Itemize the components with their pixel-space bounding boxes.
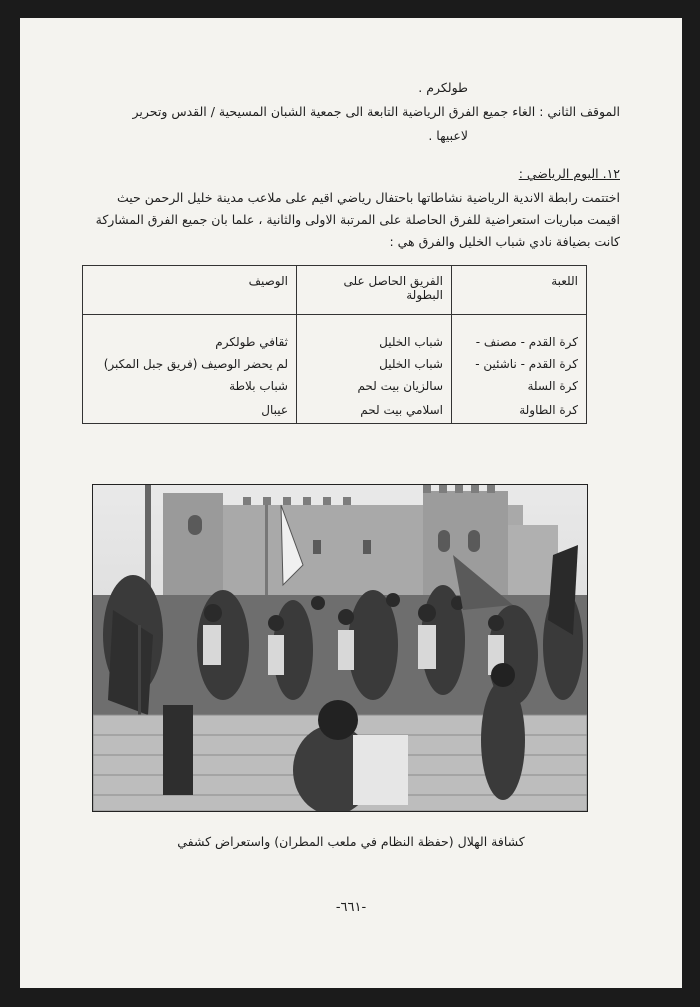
parade-photo — [92, 484, 588, 812]
section-heading-sports-day: ١٢. اليوم الرياضي : — [518, 166, 620, 181]
cell-champion: شباب الخليل — [297, 353, 452, 375]
cell-runner-up: شباب بلاطة — [83, 375, 297, 397]
text-line-second-position: الموقف الثاني : الغاء جميع الفرق الرياضية التابعة الى جمعية الشبان المسيحية / القدس وتحرير — [132, 104, 620, 119]
table-header-row — [83, 266, 587, 315]
header-game: اللعبة — [452, 266, 587, 315]
page-number: -٦٦١- — [335, 900, 367, 915]
cell-runner-up: عيبال — [83, 397, 297, 424]
document-page — [20, 18, 682, 988]
text-line-its-players: لاعبيها . — [428, 128, 468, 143]
cell-champion: سالزيان بيت لحم — [297, 375, 452, 397]
table-row — [83, 331, 587, 353]
text-line-para3-3: كانت بضيافة نادي شباب الخليل والفرق هي : — [389, 234, 620, 249]
cell-game: كرة الطاولة — [452, 397, 587, 424]
table-row — [83, 397, 587, 424]
text-line-para3-1: اختتمت رابطة الاندية الرياضية نشاطاتها باحتفال رياضي اقيم على ملاعب مدينة خليل الرحمن حيث — [117, 190, 620, 205]
header-champion: الفريق الحاصل على البطولة — [297, 266, 452, 315]
cell-champion: شباب الخليل — [297, 331, 452, 353]
header-runner-up: الوصيف — [83, 266, 297, 315]
table-row — [83, 353, 587, 375]
table-row — [83, 375, 587, 397]
tournament-table — [82, 265, 587, 424]
cell-champion: اسلامي بيت لحم — [297, 397, 452, 424]
cell-game: كرة القدم - مصنف - — [452, 331, 587, 353]
text-line-tulkarm: طولكرم . — [418, 80, 468, 95]
cell-runner-up: لم يحضر الوصيف (فريق جبل المكبر) — [83, 353, 297, 375]
photo-caption: كشافة الهلال (حفظة النظام في ملعب المطران) واستعراض كشفي — [177, 834, 525, 849]
cell-game: كرة السلة — [452, 375, 587, 397]
parade-photo-illustration — [93, 485, 587, 811]
cell-game: كرة القدم - ناشئين - — [452, 353, 587, 375]
table-spacer-row — [83, 315, 587, 332]
text-line-para3-2: اقيمت مباريات استعراضية للفرق الحاصلة على المرتبة الاولى والثانية ، علما بان جميع الفرق المشاركة — [95, 212, 620, 227]
cell-runner-up: ثقافي طولكرم — [83, 331, 297, 353]
